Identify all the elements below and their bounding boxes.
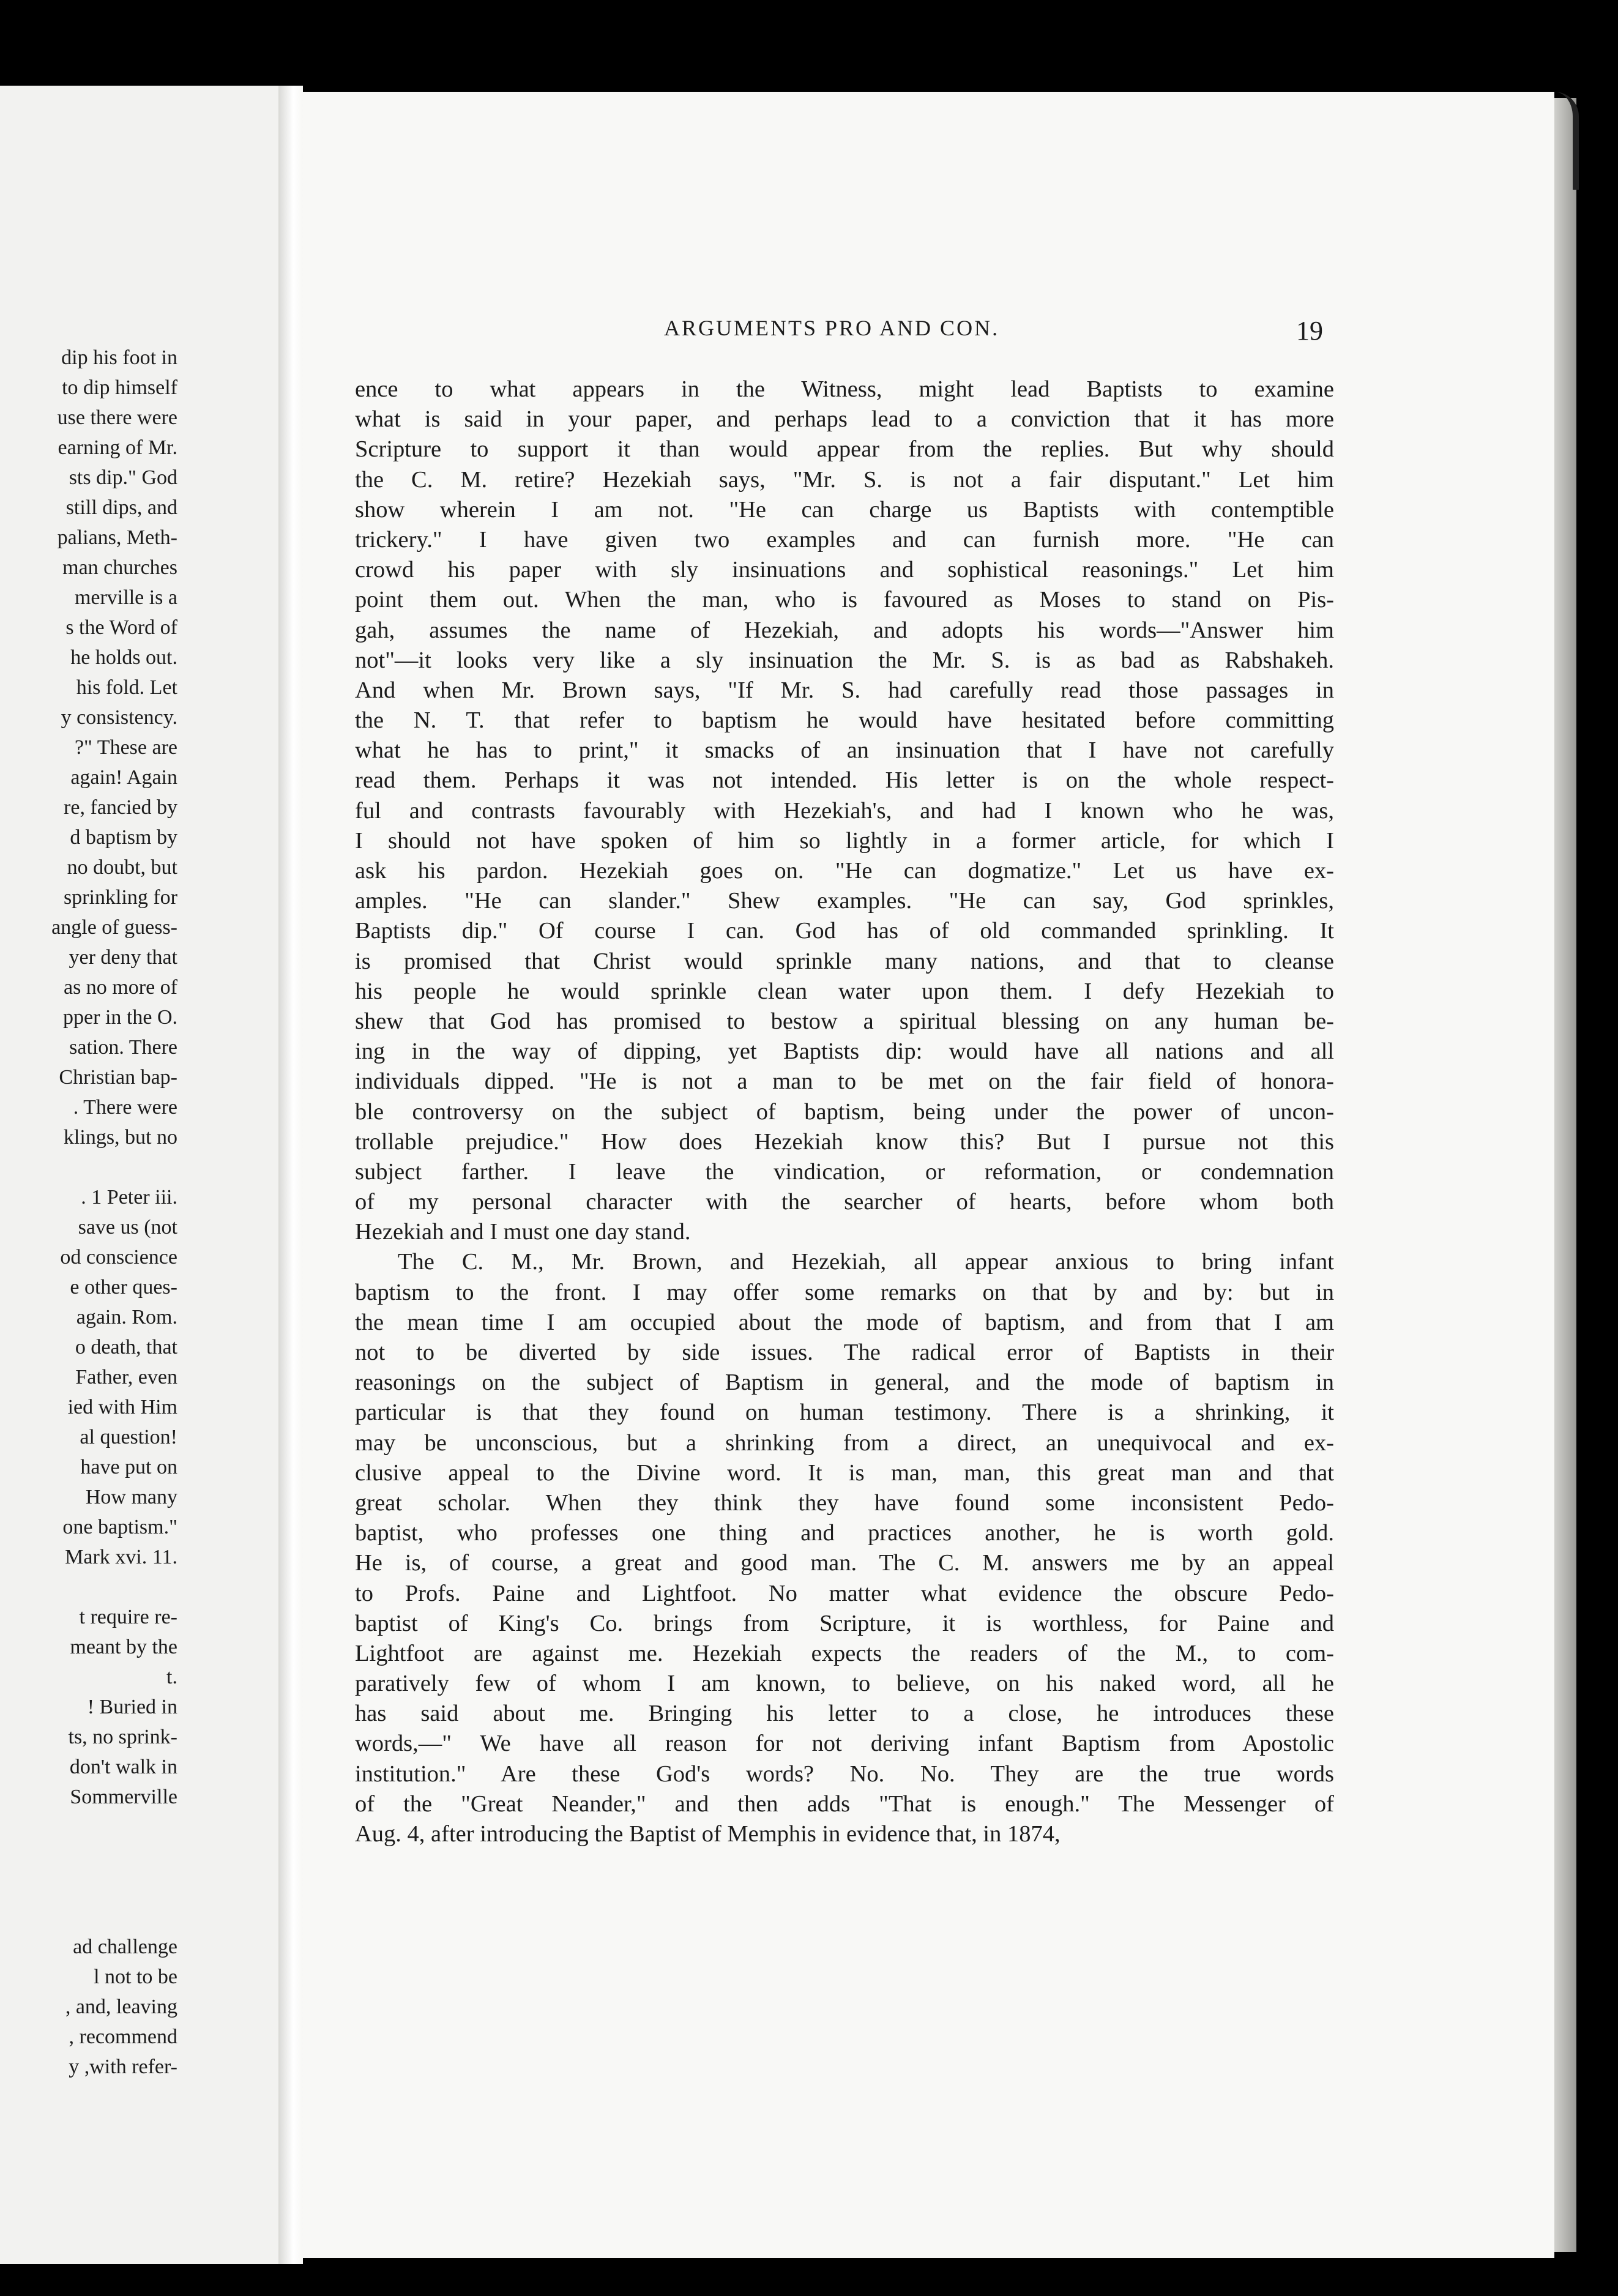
left-page-line: merville is a bbox=[74, 586, 177, 609]
left-page-line: palians, Meth- bbox=[57, 526, 177, 549]
left-page-line: yer deny that bbox=[69, 946, 177, 969]
body-line: is promised that Christ would sprinkle many nations, and that to cleanse bbox=[355, 948, 1334, 974]
body-line: ing in the way of dipping, yet Baptists dip: would have all nations and all bbox=[355, 1038, 1334, 1065]
body-line: baptist, who professes one thing and practices another, he is worth gold. bbox=[355, 1520, 1334, 1546]
body-line: ask his pardon. Hezekiah goes on. "He can dogmatize." Let us have ex- bbox=[355, 858, 1334, 884]
left-page-line: have put on bbox=[80, 1456, 177, 1478]
left-page-line: od conscience bbox=[60, 1246, 177, 1269]
body-line: ence to what appears in the Witness, might lead Baptists to examine bbox=[355, 376, 1334, 402]
body-line: the C. M. retire? Hezekiah says, "Mr. S. is not a fair disputant." Let him bbox=[355, 466, 1334, 493]
left-page-line: again. Rom. bbox=[76, 1306, 177, 1329]
left-page-line: sts dip." God bbox=[69, 466, 177, 489]
left-page-line bbox=[0, 1842, 177, 1872]
body-line: the N. T. that refer to baptism he would have hesitated before committing bbox=[355, 707, 1334, 734]
left-page-line: don't walk in bbox=[69, 1756, 177, 1778]
left-page-line: ied with Him bbox=[67, 1396, 177, 1418]
body-line: gah, assumes the name of Hezekiah, and adopts his words—"Answer him bbox=[355, 617, 1334, 643]
body-line: institution." Are these God's words? No. No. They are the true words bbox=[355, 1761, 1334, 1787]
body-line: Aug. 4, after introducing the Baptist of Memphis in evidence that, in 1874, bbox=[355, 1821, 1061, 1847]
left-page-line: klings, but no bbox=[63, 1126, 177, 1149]
left-page-line: pper in the O. bbox=[63, 1006, 177, 1029]
left-page-line: man churches bbox=[62, 556, 177, 579]
body-line: not to be diverted by side issues. The radical error of Baptists in their bbox=[355, 1340, 1334, 1365]
left-page-line: angle of guess- bbox=[51, 916, 177, 939]
body-line: reasonings on the subject of Baptism in general, and the mode of baptism in bbox=[355, 1370, 1334, 1396]
left-page-line: earning of Mr. bbox=[58, 436, 177, 459]
body-line: paratively few of whom I am known, to believe, on his naked word, all he bbox=[355, 1671, 1334, 1697]
left-page-line: al question! bbox=[80, 1426, 177, 1448]
body-line: of the "Great Neander," and then adds "That is enough." The Messenger of bbox=[355, 1791, 1334, 1817]
left-page-line bbox=[0, 1572, 177, 1602]
body-line: read them. Perhaps it was not intended. His letter is on the whole respect- bbox=[355, 767, 1334, 794]
body-line: I should not have spoken of him so lightly in a former article, for which I bbox=[355, 827, 1334, 854]
book-gutter bbox=[278, 86, 303, 2264]
left-page-line: t. bbox=[166, 1666, 177, 1688]
left-page-line: save us (not bbox=[78, 1216, 177, 1239]
left-page-line: sprinkling for bbox=[63, 886, 177, 909]
page-edge bbox=[1554, 98, 1576, 2252]
left-page-line: meant by the bbox=[70, 1636, 177, 1658]
left-page-line: no doubt, but bbox=[67, 856, 177, 879]
body-line: shew that God has promised to bestow a spiritual blessing on any human be- bbox=[355, 1008, 1334, 1034]
left-page-text bbox=[0, 343, 177, 2082]
body-line: ful and contrasts favourably with Hezekiah's, and had I known who he was, bbox=[355, 797, 1334, 824]
left-page-line: again! Again bbox=[70, 766, 177, 789]
body-line: Scripture to support it than would appear from the replies. But why should bbox=[355, 436, 1334, 463]
left-page-line: y consistency. bbox=[61, 706, 177, 729]
left-page-line: , and, leaving bbox=[65, 1996, 177, 2018]
left-page-fragment bbox=[0, 86, 278, 2264]
left-page-line: o death, that bbox=[75, 1336, 177, 1359]
body-line: the mean time I am occupied about the mode of baptism, and from that I am bbox=[355, 1309, 1334, 1335]
body-line: Hezekiah and I must one day stand. bbox=[355, 1219, 691, 1245]
left-page-line: e other ques- bbox=[70, 1276, 177, 1299]
left-page-line: re, fancied by bbox=[64, 796, 177, 819]
body-line: Lightfoot are against me. Hezekiah expects the readers of the M., to com- bbox=[355, 1640, 1334, 1666]
left-page-line bbox=[0, 1812, 177, 1842]
left-page-line: d baptism by bbox=[70, 826, 177, 849]
left-page-line bbox=[0, 1872, 177, 1902]
body-line: ble controversy on the subject of baptism, being under the power of uncon- bbox=[355, 1098, 1334, 1125]
left-page-line bbox=[0, 1152, 177, 1182]
left-page-line: . There were bbox=[73, 1096, 177, 1119]
left-page-line: t require re- bbox=[79, 1606, 177, 1628]
body-line: words,—" We have all reason for not deriving infant Baptism from Apostolic bbox=[355, 1731, 1334, 1757]
body-line: amples. "He can slander." Shew examples. "He can say, God sprinkles, bbox=[355, 888, 1334, 914]
left-page-line: ?" These are bbox=[74, 736, 177, 759]
body-line: baptism to the front. I may offer some remarks on that by and by: but in bbox=[355, 1279, 1334, 1305]
body-line: clusive appeal to the Divine word. It is man, man, this great man and that bbox=[355, 1459, 1334, 1486]
body-line: his people he would sprinkle clean water upon them. I defy Hezekiah to bbox=[355, 978, 1334, 1004]
left-page-line: sation. There bbox=[69, 1036, 177, 1059]
left-page-line: as no more of bbox=[63, 976, 177, 999]
body-line: what is said in your paper, and perhaps lead to a conviction that it has more bbox=[355, 406, 1334, 433]
body-line: not"—it looks very like a sly insinuation the Mr. S. is as bad as Rabshakeh. bbox=[355, 647, 1334, 673]
body-line: of my personal character with the searcher of hearts, before whom both bbox=[355, 1189, 1334, 1215]
body-line: He is, of course, a great and good man. The C. M. answers me by an appeal bbox=[355, 1550, 1334, 1576]
body-line: trollable prejudice." How does Hezekiah know this? But I pursue not this bbox=[355, 1128, 1334, 1155]
body-line: subject farther. I leave the vindication, or reformation, or condemnation bbox=[355, 1158, 1334, 1185]
body-line: crowd his paper with sly insinuations and sophistical reasonings." Let him bbox=[355, 557, 1334, 583]
left-page-line: one baptism." bbox=[62, 1516, 177, 1538]
left-page-line: l not to be bbox=[94, 1966, 177, 1988]
running-head: ARGUMENTS PRO AND CON. bbox=[664, 316, 1000, 340]
left-page-line bbox=[0, 1902, 177, 1932]
left-page-line: s the Word of bbox=[65, 616, 177, 639]
body-line: point them out. When the man, who is favoured as Moses to stand on Pis- bbox=[355, 587, 1334, 613]
left-page-line: Mark xvi. 11. bbox=[65, 1546, 177, 1568]
left-page-line: Christian bap- bbox=[59, 1066, 177, 1089]
body-line: baptist of King's Co. brings from Scripture, it is worthless, for Paine and bbox=[355, 1610, 1334, 1636]
left-page-line: his fold. Let bbox=[76, 676, 177, 699]
body-line: has said about me. Bringing his letter to a close, he introduces these bbox=[355, 1701, 1334, 1727]
body-line: The C. M., Mr. Brown, and Hezekiah, all appear anxious to bring infant bbox=[398, 1249, 1334, 1275]
left-page-line: Sommerville bbox=[70, 1786, 177, 1808]
body-line: to Profs. Paine and Lightfoot. No matter what evidence the obscure Pedo- bbox=[355, 1580, 1334, 1606]
left-page-line: . 1 Peter iii. bbox=[81, 1186, 177, 1209]
body-line: particular is that they found on human testimony. There is a shrinking, it bbox=[355, 1400, 1334, 1426]
body-line: great scholar. When they think they have found some inconsistent Pedo- bbox=[355, 1489, 1334, 1516]
body-line: Baptists dip." Of course I can. God has of old commanded sprinkling. It bbox=[355, 918, 1334, 944]
body-line: show wherein I am not. "He can charge us Baptists with contemptible bbox=[355, 496, 1334, 523]
page-number: 19 bbox=[1296, 316, 1323, 346]
body-line: may be unconscious, but a shrinking from a direct, an unequivocal and ex- bbox=[355, 1429, 1334, 1456]
left-page-line: to dip himself bbox=[62, 376, 177, 399]
left-page-line: he holds out. bbox=[70, 646, 177, 669]
body-line: what he has to print," it smacks of an insinuation that I have not carefully bbox=[355, 737, 1334, 764]
body-line: individuals dipped. "He is not a man to be met on the fair field of honora- bbox=[355, 1068, 1334, 1095]
left-page-line: dip his foot in bbox=[61, 346, 177, 369]
left-page-line: How many bbox=[85, 1486, 177, 1508]
left-page-line: Father, even bbox=[75, 1366, 177, 1388]
body-line: trickery." I have given two examples and can furnish more. "He can bbox=[355, 526, 1334, 553]
left-page-line: ! Buried in bbox=[87, 1696, 177, 1718]
left-page-line: , recommend bbox=[69, 2026, 177, 2048]
body-text bbox=[355, 375, 1334, 1849]
left-page-line: y ,with refer- bbox=[69, 2056, 177, 2078]
left-page-line: ts, no sprink- bbox=[68, 1726, 177, 1748]
left-page-line: still dips, and bbox=[65, 496, 177, 519]
left-page-line: ad challenge bbox=[73, 1936, 177, 1958]
left-page-line: use there were bbox=[57, 406, 177, 429]
body-line: And when Mr. Brown says, "If Mr. S. had carefully read those passages in bbox=[355, 677, 1334, 703]
page-corner-curl bbox=[1530, 92, 1579, 190]
